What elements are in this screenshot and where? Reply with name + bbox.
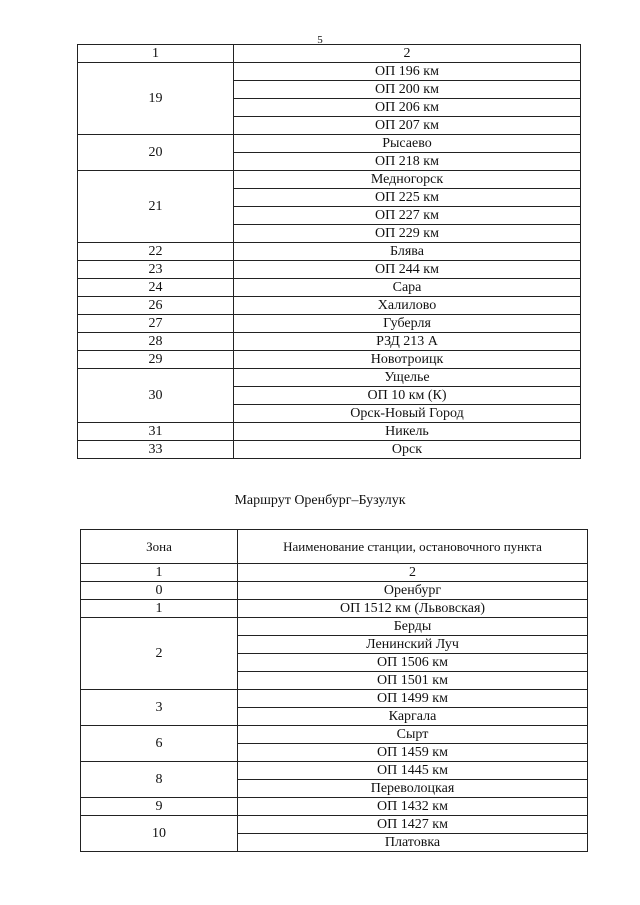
- station-cell: Никель: [234, 423, 581, 441]
- zone-table-2: [80, 529, 588, 852]
- zone-cell: 24: [78, 279, 234, 297]
- station-cell: ОП 1512 км (Львовская): [238, 600, 588, 618]
- table-row: [78, 315, 581, 333]
- table-row: [78, 441, 581, 459]
- station-cell: Платовка: [238, 834, 588, 852]
- station-cell: Медногорск: [234, 171, 581, 189]
- station-cell: Ущелье: [234, 369, 581, 387]
- column-number: 1: [81, 564, 238, 582]
- column-number: 2: [234, 45, 581, 63]
- zone-cell: 21: [78, 171, 234, 243]
- route-title: Маршрут Оренбург–Бузулук: [234, 493, 406, 508]
- station-cell: Берды: [238, 618, 588, 636]
- table-row: [81, 600, 588, 618]
- zone-cell: 6: [81, 726, 238, 762]
- table-row: [78, 261, 581, 279]
- station-cell: Новотроицк: [234, 351, 581, 369]
- table-row: [78, 243, 581, 261]
- station-cell: Рысаево: [234, 135, 581, 153]
- column-header-row: [81, 530, 588, 564]
- station-column-header: Наименование станции, остановочного пункта: [238, 530, 588, 564]
- column-number: 1: [78, 45, 234, 63]
- table-row: [78, 351, 581, 369]
- page-number: 5: [317, 34, 323, 46]
- station-cell: РЗД 213 А: [234, 333, 581, 351]
- column-number-row: [81, 564, 588, 582]
- station-cell: ОП 225 км: [234, 189, 581, 207]
- zone-cell: 28: [78, 333, 234, 351]
- zone-cell: 2: [81, 618, 238, 690]
- zone-cell: 20: [78, 135, 234, 171]
- zone-cell: 30: [78, 369, 234, 423]
- table-row: [78, 171, 581, 189]
- station-cell: Каргала: [238, 708, 588, 726]
- table-row: [78, 297, 581, 315]
- table-row: [81, 816, 588, 834]
- zone-column-header: Зона: [81, 530, 238, 564]
- station-cell: Губерля: [234, 315, 581, 333]
- column-number: 2: [238, 564, 588, 582]
- zone-cell: 10: [81, 816, 238, 852]
- station-cell: ОП 1501 км: [238, 672, 588, 690]
- table-row: [78, 63, 581, 81]
- station-cell: Переволоцкая: [238, 780, 588, 798]
- table-row: [81, 618, 588, 636]
- station-cell: ОП 196 км: [234, 63, 581, 81]
- table-row: [78, 135, 581, 153]
- zone-cell: 19: [78, 63, 234, 135]
- station-cell: ОП 229 км: [234, 225, 581, 243]
- zone-cell: 0: [81, 582, 238, 600]
- station-cell: ОП 206 км: [234, 99, 581, 117]
- zone-cell: 27: [78, 315, 234, 333]
- table-row: [78, 369, 581, 387]
- zone-cell: 1: [81, 600, 238, 618]
- station-cell: Ленинский Луч: [238, 636, 588, 654]
- station-cell: ОП 1432 км: [238, 798, 588, 816]
- zone-cell: 33: [78, 441, 234, 459]
- zone-table-1: [77, 44, 581, 459]
- zone-cell: 31: [78, 423, 234, 441]
- station-cell: Оренбург: [238, 582, 588, 600]
- station-cell: Орск: [234, 441, 581, 459]
- station-cell: ОП 207 км: [234, 117, 581, 135]
- station-cell: ОП 244 км: [234, 261, 581, 279]
- zone-cell: 8: [81, 762, 238, 798]
- station-cell: ОП 1459 км: [238, 744, 588, 762]
- table-row: [81, 582, 588, 600]
- zone-cell: 29: [78, 351, 234, 369]
- table-row: [78, 279, 581, 297]
- station-cell: ОП 10 км (К): [234, 387, 581, 405]
- table-row: [81, 690, 588, 708]
- station-cell: Сырт: [238, 726, 588, 744]
- station-cell: Халилово: [234, 297, 581, 315]
- table-row: [81, 726, 588, 744]
- column-number-row: [78, 45, 581, 63]
- table-row: [81, 762, 588, 780]
- zone-cell: 23: [78, 261, 234, 279]
- station-cell: Сара: [234, 279, 581, 297]
- zone-cell: 3: [81, 690, 238, 726]
- station-cell: Орск-Новый Город: [234, 405, 581, 423]
- station-cell: ОП 227 км: [234, 207, 581, 225]
- table-row: [78, 333, 581, 351]
- zone-cell: 9: [81, 798, 238, 816]
- station-cell: ОП 200 км: [234, 81, 581, 99]
- station-cell: ОП 1445 км: [238, 762, 588, 780]
- zone-cell: 22: [78, 243, 234, 261]
- station-cell: ОП 1499 км: [238, 690, 588, 708]
- station-cell: ОП 218 км: [234, 153, 581, 171]
- station-cell: ОП 1506 км: [238, 654, 588, 672]
- table-row: [78, 423, 581, 441]
- zone-cell: 26: [78, 297, 234, 315]
- station-cell: ОП 1427 км: [238, 816, 588, 834]
- station-cell: Блява: [234, 243, 581, 261]
- table-row: [81, 798, 588, 816]
